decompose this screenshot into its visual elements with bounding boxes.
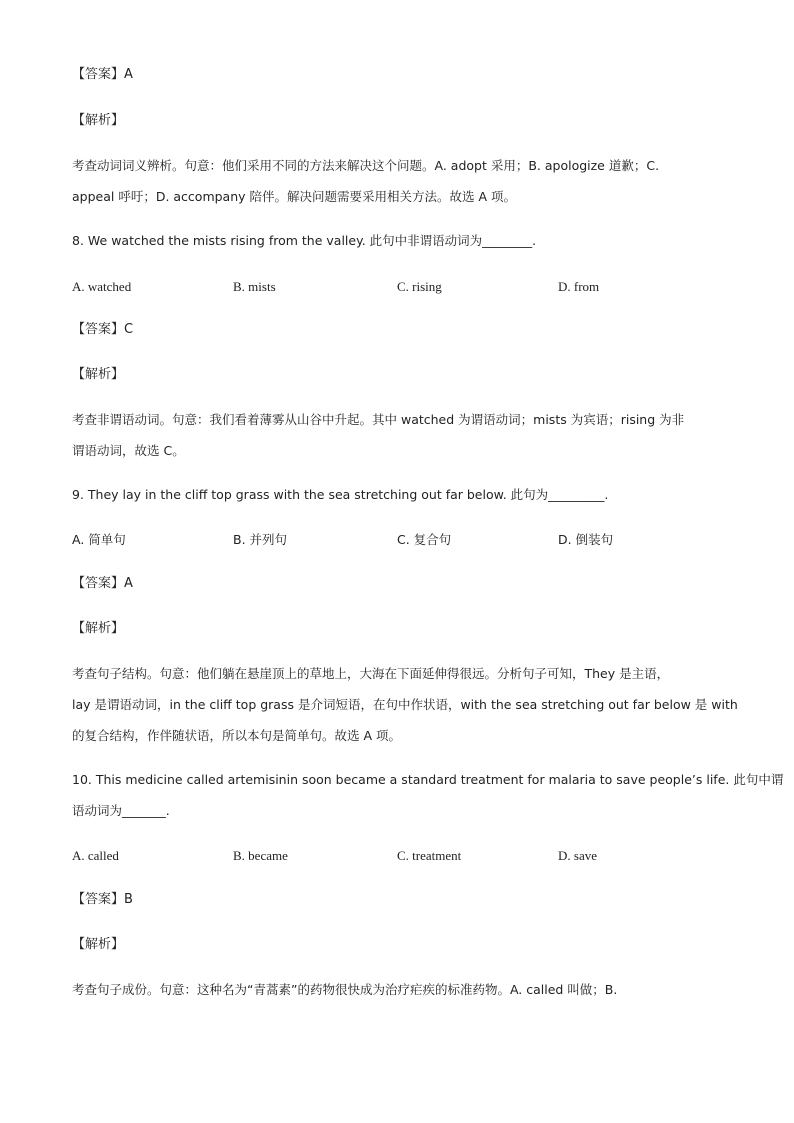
- answer-line: [72, 576, 732, 592]
- option-b: B. became: [233, 848, 288, 863]
- analysis-text: 考查句子成份。句意：这种名为“青蒿素”的药物很快成为治疗疟疾的标准药物。A. called 叫做；B.: [72, 982, 618, 997]
- answer-label: 【答案】: [72, 892, 125, 907]
- options-row: [0, 279, 794, 295]
- option-c: C. rising: [397, 279, 442, 294]
- analysis-text: 考查动词词义辨析。句意：他们采用不同的方法来解决这个问题。A. adopt 采用；B. apologize 道歉；C.: [72, 158, 660, 173]
- option-a: A. 简单句: [72, 532, 126, 547]
- options-row: [0, 532, 794, 548]
- analysis-text: 考查非谓语动词。句意：我们看着薄雾从山谷中升起。其中 watched 为谓语动词；mists 为宾语；rising 为非: [72, 412, 685, 427]
- answer-line: [72, 892, 732, 908]
- analysis-text: 谓语动词，故选 C。: [72, 443, 185, 458]
- analysis-label: 【解析】: [72, 367, 125, 382]
- analysis-label: 【解析】: [72, 937, 125, 952]
- option-d: D. 倒装句: [558, 532, 614, 547]
- analysis-label: 【解析】: [72, 621, 125, 636]
- question-text: 9. They lay in the cliff top grass with the sea stretching out far below. 此句为_________.: [72, 487, 609, 502]
- option-b: B. 并列句: [233, 532, 288, 547]
- answer-value: A: [124, 67, 133, 82]
- option-d: D. from: [558, 279, 600, 294]
- answer-label: 【答案】: [72, 322, 125, 337]
- answer-value: C: [124, 322, 134, 337]
- answer-line: [72, 67, 732, 83]
- question-text: 10. This medicine called artemisinin soon became a standard treatment for malaria to save people’s life. 此句中谓: [72, 772, 784, 787]
- option-b: B. mists: [233, 279, 276, 294]
- option-a: A. watched: [72, 279, 132, 294]
- option-c: C. treatment: [397, 848, 462, 863]
- answer-label: 【答案】: [72, 576, 125, 591]
- option-a: A. called: [72, 848, 119, 863]
- question-text: 语动词为_______.: [72, 803, 170, 818]
- analysis-label: 【解析】: [72, 113, 125, 128]
- answer-value: B: [124, 892, 133, 907]
- option-c: C. 复合句: [397, 532, 452, 547]
- options-row: [0, 848, 794, 864]
- answer-label: 【答案】: [72, 67, 125, 82]
- analysis-text: appeal 呼吁；D. accompany 陪伴。解决问题需要采用相关方法。故选 A 项。: [72, 189, 517, 204]
- analysis-text: 考查句子结构。句意：他们躺在悬崖顶上的草地上，大海在下面延伸得很远。分析句子可知，They 是主语，: [72, 666, 670, 681]
- question-text: 8. We watched the mists rising from the valley. 此句中非谓语动词为________.: [72, 233, 537, 248]
- answer-line: [72, 322, 732, 338]
- answer-value: A: [124, 576, 133, 591]
- analysis-text: 的复合结构，作伴随状语，所以本句是简单句。故选 A 项。: [72, 728, 401, 743]
- analysis-text: lay 是谓语动词，in the cliff top grass 是介词短语，在句中作状语，with the sea stretching out far below 是 with: [72, 697, 738, 712]
- option-d: D. save: [558, 848, 597, 863]
